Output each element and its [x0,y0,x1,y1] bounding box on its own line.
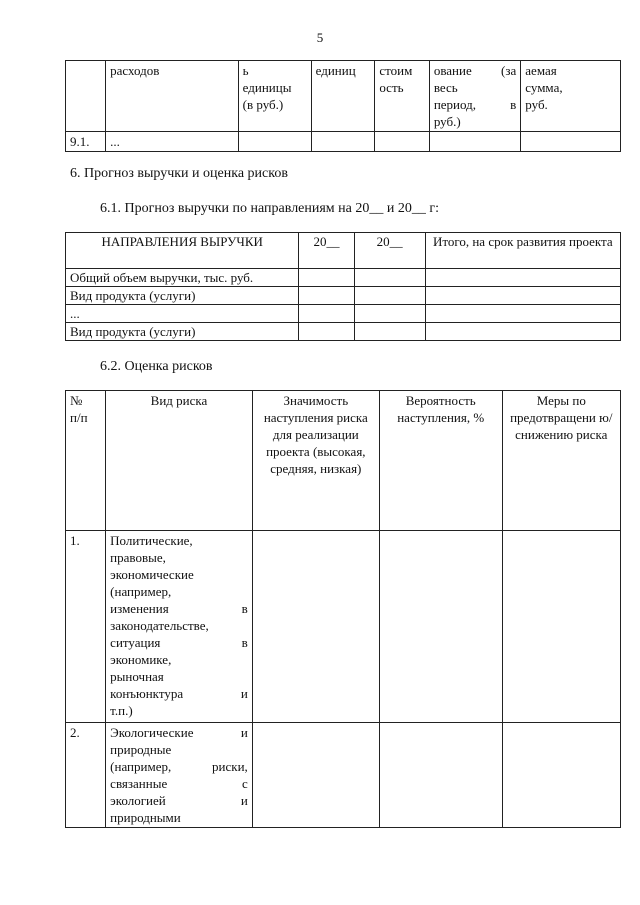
table-cell: стоим ость [375,61,429,132]
column-header: Итого, на срок развития проекта [425,233,620,269]
table-row [66,305,621,323]
column-header: № п/п [66,391,106,531]
table-cell [354,305,425,323]
table-row [66,61,621,132]
table-cell: ование (за весь период, в руб.) [429,61,520,132]
table-cell [354,287,425,305]
table-cell [299,287,354,305]
table-cell [379,531,502,723]
table-cell [354,323,425,341]
table-cell: ь единицы (в руб.) [238,61,311,132]
column-header: 20__ [299,233,354,269]
table-cell: расходов [106,61,239,132]
table-header-row [66,391,621,531]
risk-assessment-table [65,390,621,828]
column-header: Вероятность наступления, % [379,391,502,531]
table-cell: аемая сумма, руб. [521,61,621,132]
column-header: 20__ [354,233,425,269]
table-cell [375,132,429,152]
table-cell [425,323,620,341]
table-cell [521,132,621,152]
column-header: Меры по предотвращени ю/снижению риска [502,391,620,531]
table-cell [354,269,425,287]
subsection-heading: 6.2. Оценка рисков [100,359,213,374]
table-cell [238,132,311,152]
table-row [66,723,621,828]
table-cell [429,132,520,152]
table-cell [311,132,375,152]
table-cell [425,269,620,287]
column-header: Вид риска [106,391,253,531]
table-cell [299,305,354,323]
table-cell [502,531,620,723]
risk-type: Экологические и природные (например, риски, связанные с экологией и природными [106,723,253,828]
row-label: Вид продукта (услуги) [66,323,299,341]
revenue-forecast-table [65,232,621,341]
table-cell: ... [106,132,239,152]
table-row [66,531,621,723]
table-cell [425,287,620,305]
table-cell [252,723,379,828]
table-row [66,287,621,305]
row-label: Вид продукта (услуги) [66,287,299,305]
table-row [66,323,621,341]
table-cell [299,323,354,341]
row-label: ... [66,305,299,323]
risk-type: Политические, правовые, экономические (например, изменения в законодательстве, ситуация в экономике, рыночная конъюнктура и т.п.) [106,531,253,723]
row-number: 1. [66,531,106,723]
expenses-table-continuation [65,60,621,152]
table-row [66,132,621,152]
table-header-row [66,233,621,269]
table-row [66,269,621,287]
table-cell [299,269,354,287]
table-cell [502,723,620,828]
table-cell: 9.1. [66,132,106,152]
row-label: Общий объем выручки, тыс. руб. [66,269,299,287]
table-cell: единиц [311,61,375,132]
subsection-heading: 6.1. Прогноз выручки по направлениям на 20__ и 20__ г: [100,201,440,216]
page-number: 5 [316,30,324,45]
table-cell [425,305,620,323]
column-header: Значимость наступления риска для реализации проекта (высокая, средняя, низкая) [252,391,379,531]
row-number: 2. [66,723,106,828]
table-cell [252,531,379,723]
table-cell [379,723,502,828]
column-header: НАПРАВЛЕНИЯ ВЫРУЧКИ [66,233,299,269]
table-cell [66,61,106,132]
section-heading: 6. Прогноз выручки и оценка рисков [70,166,288,181]
